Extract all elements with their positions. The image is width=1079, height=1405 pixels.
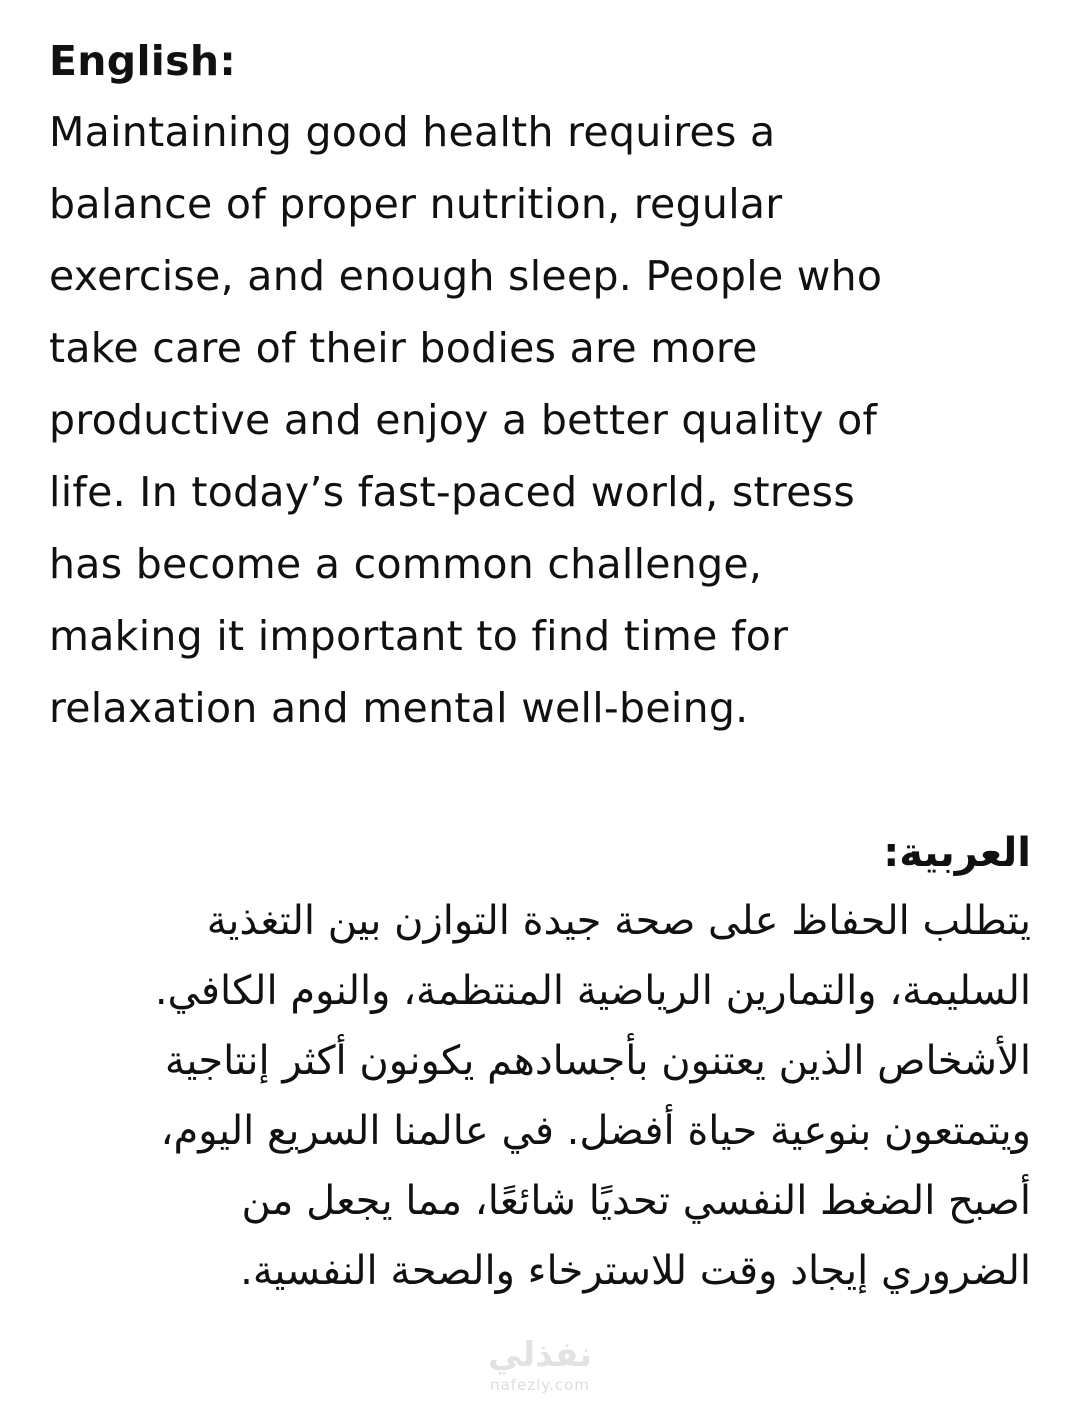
english-line: exercise, and enough sleep. People who (49, 252, 883, 300)
english-line: productive and enjoy a better quality of (49, 396, 878, 444)
arabic-line: السليمة، والتمارين الرياضية المنتظمة، والنوم الكافي. (154, 968, 1031, 1014)
english-line: has become a common challenge, (49, 540, 763, 588)
english-paragraph (49, 96, 1049, 744)
arabic-line: يتطلب الحفاظ على صحة جيدة التوازن بين التغذية (206, 898, 1031, 944)
arabic-line: الضروري إيجاد وقت للاسترخاء والصحة النفسية. (240, 1248, 1031, 1294)
english-line: Maintaining good health requires a (49, 108, 776, 156)
english-line: balance of proper nutrition, regular (49, 180, 783, 228)
watermark-url: nafezly.com (490, 1376, 590, 1394)
arabic-line: ويتمتعون بنوعية حياة أفضل. في عالمنا السريع اليوم، (160, 1108, 1031, 1154)
watermark-logo: نفذلي (487, 1335, 593, 1375)
english-section (49, 30, 1049, 744)
english-line: take care of their bodies are more (49, 324, 758, 372)
arabic-line: أصبح الضغط النفسي تحديًا شائعًا، مما يجعل من (241, 1178, 1031, 1224)
english-line: relaxation and mental well-being. (49, 684, 749, 732)
arabic-heading: العربية: (883, 830, 1031, 876)
watermark (470, 1335, 610, 1395)
english-heading: English: (49, 37, 237, 85)
arabic-paragraph (31, 886, 1031, 1306)
arabic-line: الأشخاص الذين يعتنون بأجسادهم يكونون أكثر إنتاجية (164, 1038, 1031, 1084)
english-line: life. In today’s fast-paced world, stress (49, 468, 855, 516)
arabic-section (31, 820, 1031, 1306)
english-line: making it important to find time for (49, 612, 789, 660)
